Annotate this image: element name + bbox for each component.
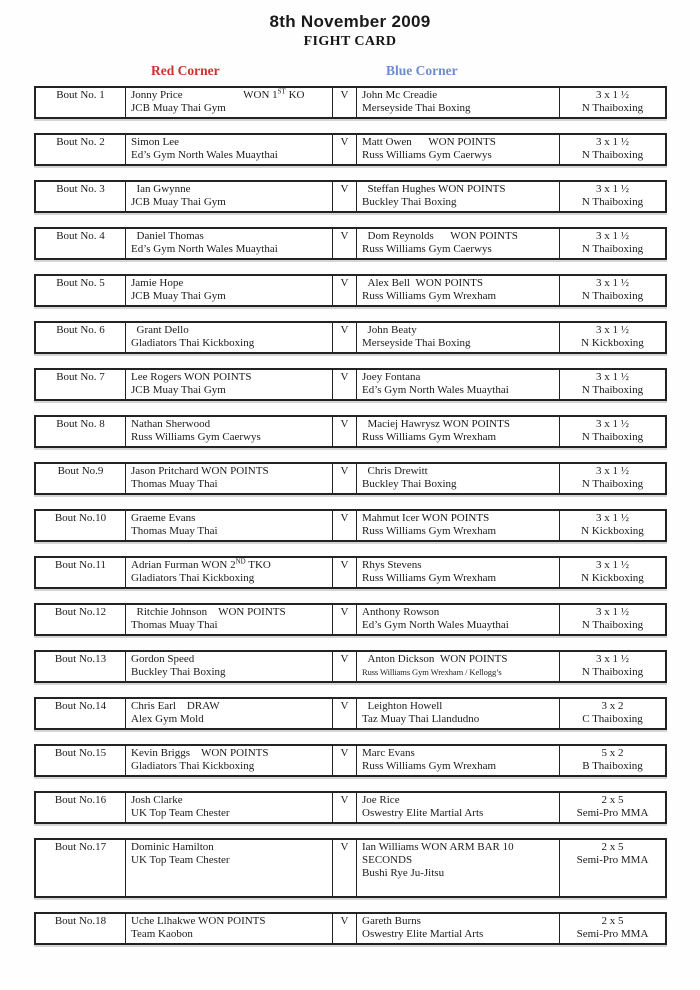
red-fighter-name: Dominic Hamilton [131, 841, 214, 853]
red-fighter-gym: UK Top Team Chester [131, 807, 230, 819]
blue-fighter-line [362, 230, 555, 243]
bout-row [34, 321, 667, 354]
versus-cell: V [332, 914, 356, 943]
bout-number: Bout No. 7 [56, 371, 105, 383]
rounds-format: 3 x 1 ½ [596, 277, 629, 289]
red-fighter-gym: Alex Gym Mold [131, 713, 204, 725]
red-corner-cell [125, 746, 332, 775]
rounds-format: 5 x 2 [601, 747, 624, 759]
red-fighter-gym: Russ Williams Gym Caerwys [131, 431, 261, 443]
red-fighter-name: Ian Gwynne [131, 183, 191, 195]
rounds-cell [559, 652, 665, 681]
blue-corner-cell [356, 229, 559, 258]
red-fighter-line [131, 136, 328, 149]
blue-corner-cell [356, 370, 559, 399]
blue-fighter-gym: Russ Williams Gym Wrexham [362, 525, 497, 537]
red-corner-cell [125, 914, 332, 943]
red-corner-cell [125, 135, 332, 164]
bout-number: Bout No. 8 [56, 418, 105, 430]
red-fighter-name: Lee Rogers WON POINTS [131, 371, 252, 383]
blue-fighter-name: Rhys Stevens [362, 559, 422, 571]
rounds-format: 3 x 1 ½ [596, 89, 629, 101]
red-fighter-line [131, 465, 328, 478]
red-corner-cell [125, 276, 332, 305]
fight-class: Semi-Pro MMA [576, 807, 649, 819]
rounds-format: 3 x 1 ½ [596, 512, 629, 524]
blue-fighter-line [362, 89, 555, 102]
red-fighter-gym: JCB Muay Thai Gym [131, 384, 226, 396]
red-fighter-gym: JCB Muay Thai Gym [131, 102, 226, 114]
blue-fighter-line [362, 136, 555, 149]
fight-class: N Thaiboxing [581, 431, 644, 443]
blue-fighter-gym: Taz Muay Thai Llandudno [362, 713, 480, 725]
bout-number: Bout No. 2 [56, 136, 105, 148]
blue-corner-cell [356, 699, 559, 728]
blue-fighter-name: Ian Williams WON ARM BAR 10 SECONDS [362, 841, 514, 866]
bout-number: Bout No.17 [54, 841, 107, 853]
red-result-superscript: ST [277, 88, 286, 96]
rounds-cell [559, 135, 665, 164]
red-fighter-line [131, 559, 328, 572]
red-fighter-name: Adrian Furman WON 2 [131, 559, 236, 571]
red-corner-cell [125, 840, 332, 896]
red-fighter-line [131, 512, 328, 525]
versus-cell: V [332, 840, 356, 896]
blue-fighter-name: Mahmut Icer WON POINTS [362, 512, 490, 524]
rounds-cell [559, 370, 665, 399]
fight-class: N Kickboxing [581, 337, 644, 349]
blue-fighter-line [362, 183, 555, 196]
versus-cell: V [332, 323, 356, 352]
red-fighter-gym: UK Top Team Chester [131, 854, 230, 866]
red-fighter-line [131, 747, 328, 760]
rounds-cell [559, 840, 665, 896]
red-fighter-line [131, 915, 328, 928]
bout-row [34, 274, 667, 307]
rounds-cell [559, 558, 665, 587]
red-fighter-name: Josh Clarke [131, 794, 183, 806]
blue-fighter-gym: Russ Williams Gym Caerwys [362, 149, 492, 161]
red-corner-cell [125, 699, 332, 728]
blue-fighter-name: Maciej Hawrysz WON POINTS [362, 418, 510, 430]
red-corner-cell [125, 370, 332, 399]
bout-row [34, 368, 667, 401]
bout-row [34, 509, 667, 542]
blue-fighter-line [362, 559, 555, 572]
blue-fighter-gym: Ed’s Gym North Wales Muaythai [362, 384, 509, 396]
rounds-cell [559, 511, 665, 540]
rounds-format: 3 x 1 ½ [596, 136, 629, 148]
blue-corner-cell [356, 182, 559, 211]
blue-corner-cell [356, 417, 559, 446]
bout-row [34, 650, 667, 683]
bout-number: Bout No.15 [54, 747, 107, 759]
red-fighter-name: Jamie Hope [131, 277, 184, 289]
red-fighter-name: Daniel Thomas [131, 230, 204, 242]
red-fighter-name: Chris Earl DRAW [131, 700, 220, 712]
versus-cell: V [332, 746, 356, 775]
fight-class: N Thaiboxing [581, 243, 644, 255]
bout-number: Bout No.14 [54, 700, 107, 712]
rounds-cell [559, 699, 665, 728]
rounds-format: 3 x 1 ½ [596, 465, 629, 477]
rounds-cell [559, 417, 665, 446]
red-fighter-line [131, 418, 328, 431]
red-fighter-line [131, 841, 328, 854]
blue-fighter-gym: Merseyside Thai Boxing [362, 337, 471, 349]
bout-list [34, 86, 667, 945]
bout-number: Bout No. 1 [56, 89, 105, 101]
red-fighter-gym: JCB Muay Thai Gym [131, 196, 226, 208]
rounds-cell [559, 605, 665, 634]
red-fighter-name: Ritchie Johnson WON POINTS [131, 606, 286, 618]
red-corner-cell [125, 511, 332, 540]
bout-number: Bout No.10 [54, 512, 107, 524]
red-corner-cell [125, 464, 332, 493]
versus-cell: V [332, 699, 356, 728]
blue-fighter-line [362, 512, 555, 525]
blue-fighter-line [362, 915, 555, 928]
fight-class: Semi-Pro MMA [576, 928, 649, 940]
red-fighter-name: Simon Lee [131, 136, 179, 148]
versus-cell: V [332, 276, 356, 305]
versus-cell: V [332, 370, 356, 399]
bout-row [34, 838, 667, 898]
red-fighter-gym: Thomas Muay Thai [131, 619, 218, 631]
red-corner-cell [125, 793, 332, 822]
rounds-format: 3 x 1 ½ [596, 230, 629, 242]
red-fighter-gym: Gladiators Thai Kickboxing [131, 572, 255, 584]
bout-row [34, 133, 667, 166]
blue-fighter-name: Dom Reynolds WON POINTS [362, 230, 518, 242]
rounds-format: 3 x 1 ½ [596, 183, 629, 195]
blue-fighter-gym: Russ Williams Gym Caerwys [362, 243, 492, 255]
red-fighter-gym: Gladiators Thai Kickboxing [131, 760, 255, 772]
blue-fighter-line [362, 794, 555, 807]
bout-number: Bout No. 5 [56, 277, 105, 289]
blue-corner-cell [356, 511, 559, 540]
red-fighter-line [131, 653, 328, 666]
blue-fighter-line [362, 841, 555, 867]
bout-row [34, 462, 667, 495]
blue-fighter-gym: Russ Williams Gym Wrexham [362, 290, 497, 302]
red-fighter-name: Kevin Briggs WON POINTS [131, 747, 269, 759]
bout-row [34, 697, 667, 730]
red-corner-cell [125, 558, 332, 587]
blue-fighter-gym: Oswestry Elite Martial Arts [362, 807, 484, 819]
blue-corner-cell [356, 464, 559, 493]
fight-class: N Kickboxing [581, 525, 644, 537]
blue-fighter-line [362, 606, 555, 619]
versus-cell: V [332, 464, 356, 493]
bout-number: Bout No. 3 [56, 183, 105, 195]
red-fighter-gym: Buckley Thai Boxing [131, 666, 226, 678]
blue-fighter-gym: Merseyside Thai Boxing [362, 102, 471, 114]
red-corner-cell [125, 605, 332, 634]
versus-cell: V [332, 793, 356, 822]
bout-row [34, 556, 667, 589]
red-fighter-line [131, 183, 328, 196]
bout-row [34, 912, 667, 945]
rounds-format: 2 x 5 [601, 794, 624, 806]
fight-class: B Thaiboxing [582, 760, 643, 772]
fight-class: N Thaiboxing [581, 290, 644, 302]
red-fighter-name: Gordon Speed [131, 653, 195, 665]
blue-fighter-name: Gareth Burns [362, 915, 421, 927]
rounds-format: 3 x 1 ½ [596, 371, 629, 383]
rounds-cell [559, 914, 665, 943]
blue-fighter-line [362, 277, 555, 290]
blue-fighter-name: Anton Dickson WON POINTS [362, 653, 508, 665]
red-fighter-gym: Gladiators Thai Kickboxing [131, 337, 255, 349]
bout-number: Bout No. 6 [56, 324, 105, 336]
red-result-tail: KO [285, 89, 305, 101]
bout-number: Bout No.12 [54, 606, 107, 618]
blue-fighter-line [362, 324, 555, 337]
blue-fighter-gym: Russ Williams Gym Wrexham [362, 760, 497, 772]
versus-cell: V [332, 558, 356, 587]
blue-fighter-name: Marc Evans [362, 747, 415, 759]
bout-number: Bout No.9 [57, 465, 104, 477]
fight-class: N Thaiboxing [581, 196, 644, 208]
bout-row [34, 603, 667, 636]
blue-corner-header: Blue Corner [386, 63, 458, 78]
blue-corner-cell [356, 914, 559, 943]
blue-fighter-name: John Mc Creadie [362, 89, 438, 101]
corner-headers [0, 63, 700, 80]
blue-fighter-line [362, 700, 555, 713]
versus-cell: V [332, 135, 356, 164]
bout-row [34, 415, 667, 448]
red-fighter-name: Grant Dello [131, 324, 189, 336]
red-corner-header: Red Corner [151, 63, 220, 78]
blue-fighter-line [362, 465, 555, 478]
rounds-format: 3 x 1 ½ [596, 418, 629, 430]
red-corner-cell [125, 417, 332, 446]
blue-fighter-name: Steffan Hughes WON POINTS [362, 183, 506, 195]
page-title: 8th November 2009 [269, 12, 431, 31]
fight-class: N Thaiboxing [581, 666, 644, 678]
blue-corner-cell [356, 135, 559, 164]
blue-corner-cell [356, 840, 559, 896]
red-fighter-name: Jason Pritchard WON POINTS [131, 465, 269, 477]
red-result-tail: TKO [245, 559, 271, 571]
rounds-cell [559, 276, 665, 305]
bout-row [34, 744, 667, 777]
bout-number: Bout No.11 [55, 559, 106, 571]
versus-cell: V [332, 605, 356, 634]
red-corner-cell [125, 323, 332, 352]
fight-class: N Kickboxing [581, 572, 644, 584]
rounds-format: 3 x 2 [601, 700, 624, 712]
blue-fighter-name: Joe Rice [362, 794, 400, 806]
versus-cell: V [332, 182, 356, 211]
red-fighter-gym: Team Kaobon [131, 928, 193, 940]
bout-row [34, 791, 667, 824]
red-fighter-name: Nathan Sherwood [131, 418, 211, 430]
rounds-cell [559, 746, 665, 775]
versus-cell: V [332, 417, 356, 446]
red-fighter-gym: Ed’s Gym North Wales Muaythai [131, 243, 278, 255]
bout-number: Bout No.16 [54, 794, 107, 806]
versus-cell: V [332, 511, 356, 540]
blue-fighter-line [362, 747, 555, 760]
fight-class: N Thaiboxing [581, 149, 644, 161]
blue-corner-cell [356, 88, 559, 117]
red-fighter-gym: Ed’s Gym North Wales Muaythai [131, 149, 278, 161]
red-corner-cell [125, 229, 332, 258]
red-fighter-line [131, 700, 328, 713]
blue-corner-cell [356, 652, 559, 681]
fight-class: N Thaiboxing [581, 384, 644, 396]
blue-fighter-name: Alex Bell WON POINTS [362, 277, 483, 289]
blue-fighter-gym: Buckley Thai Boxing [362, 196, 457, 208]
blue-fighter-gym: Ed’s Gym North Wales Muaythai [362, 619, 509, 631]
rounds-cell [559, 323, 665, 352]
bout-row [34, 86, 667, 119]
blue-corner-cell [356, 605, 559, 634]
blue-fighter-gym: Bushi Rye Ju-Jitsu [362, 867, 445, 879]
versus-cell: V [332, 652, 356, 681]
blue-fighter-name: Chris Drewitt [362, 465, 428, 477]
red-corner-cell [125, 88, 332, 117]
rounds-cell [559, 793, 665, 822]
red-fighter-line [131, 277, 328, 290]
fight-class: Semi-Pro MMA [576, 854, 649, 866]
bout-row [34, 180, 667, 213]
blue-fighter-gym: Russ Williams Gym Wrexham [362, 572, 497, 584]
blue-fighter-gym: Russ Williams Gym Wrexham / Kellogg’s [362, 667, 502, 677]
red-fighter-line [131, 89, 328, 102]
rounds-format: 3 x 1 ½ [596, 324, 629, 336]
fight-class: N Thaiboxing [581, 478, 644, 490]
blue-corner-cell [356, 793, 559, 822]
versus-cell: V [332, 88, 356, 117]
red-result-superscript: ND [235, 558, 246, 566]
blue-fighter-name: Joey Fontana [362, 371, 421, 383]
red-fighter-name: Uche Llhakwe WON POINTS [131, 915, 266, 927]
red-fighter-gym: Thomas Muay Thai [131, 478, 218, 490]
bout-number: Bout No.13 [54, 653, 107, 665]
red-fighter-name: Jonny Price WON 1 [131, 89, 278, 101]
fight-class: N Thaiboxing [581, 619, 644, 631]
rounds-format: 2 x 5 [601, 841, 624, 853]
blue-fighter-name: Anthony Rowson [362, 606, 440, 618]
fight-class: C Thaiboxing [582, 713, 643, 725]
blue-corner-cell [356, 746, 559, 775]
red-fighter-gym: Thomas Muay Thai [131, 525, 218, 537]
red-fighter-gym: JCB Muay Thai Gym [131, 290, 226, 302]
blue-fighter-gym: Oswestry Elite Martial Arts [362, 928, 484, 940]
rounds-cell [559, 464, 665, 493]
rounds-format: 3 x 1 ½ [596, 559, 629, 571]
blue-fighter-name: John Beaty [362, 324, 417, 336]
blue-corner-cell [356, 323, 559, 352]
blue-fighter-line [362, 418, 555, 431]
blue-fighter-line [362, 371, 555, 384]
blue-fighter-name: Matt Owen WON POINTS [362, 136, 496, 148]
red-fighter-line [131, 230, 328, 243]
fight-class: N Thaiboxing [581, 102, 644, 114]
rounds-format: 3 x 1 ½ [596, 606, 629, 618]
versus-cell: V [332, 229, 356, 258]
bout-row [34, 227, 667, 260]
blue-corner-cell [356, 276, 559, 305]
blue-fighter-gym: Buckley Thai Boxing [362, 478, 457, 490]
blue-fighter-name: Leighton Howell [362, 700, 443, 712]
bout-number: Bout No. 4 [56, 230, 105, 242]
rounds-cell [559, 88, 665, 117]
rounds-format: 2 x 5 [601, 915, 624, 927]
red-fighter-line [131, 324, 328, 337]
red-corner-cell [125, 182, 332, 211]
blue-corner-cell [356, 558, 559, 587]
rounds-format: 3 x 1 ½ [596, 653, 629, 665]
red-fighter-line [131, 794, 328, 807]
bout-number: Bout No.18 [54, 915, 107, 927]
red-corner-cell [125, 652, 332, 681]
rounds-cell [559, 182, 665, 211]
red-fighter-line [131, 371, 328, 384]
blue-fighter-gym: Russ Williams Gym Wrexham [362, 431, 497, 443]
rounds-cell [559, 229, 665, 258]
red-fighter-name: Graeme Evans [131, 512, 196, 524]
red-fighter-line [131, 606, 328, 619]
page-subtitle: FIGHT CARD [303, 34, 397, 49]
blue-fighter-line [362, 653, 555, 666]
